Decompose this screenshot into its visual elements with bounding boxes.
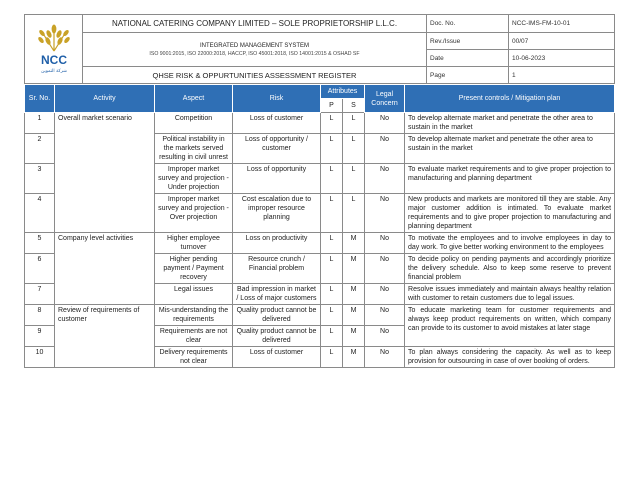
cell-control: New products and markets are monitored till they are stable. Any major customer addition is intimated. To evaluate market requirements and to give proper projection to manufacturing and planning department [405,194,615,233]
risk-register-table [24,84,615,368]
cell-aspect: Competition [155,113,233,134]
cell-legal: No [365,284,405,305]
meta-value-rev: 00/07 [509,33,615,50]
cell-s: M [343,233,365,254]
cell-p: L [321,134,343,164]
cell-aspect: Legal issues [155,284,233,305]
cell-control: To motivate the employees and to involve employees in day to day work. To give better working environment to the employees [405,233,615,254]
cell-legal: No [365,164,405,194]
cell-p: L [321,284,343,305]
col-header-aspect: Aspect [155,85,233,113]
cell-activity: Overall market scenario [55,113,155,233]
table-row [25,305,615,326]
table-header [25,85,615,113]
cell-activity: Company level activities [55,233,155,305]
cell-aspect: Delivery requirements not clear [155,347,233,368]
col-header-controls: Present controls / Mitigation plan [405,85,615,113]
svg-text:شركة التموين: شركة التموين [40,68,67,74]
meta-label-date: Date [427,50,509,67]
company-logo [25,15,83,84]
cell-aspect: Higher pending payment / Payment recovery [155,254,233,284]
cell-risk: Loss on productivity [233,233,321,254]
wheat-logo-icon [26,21,82,75]
cell-p: L [321,254,343,284]
cell-risk: Quality product cannot be delivered [233,305,321,326]
ims-block [83,33,427,67]
svg-text:NCC: NCC [40,52,67,67]
cell-legal: No [365,194,405,233]
col-header-legal: Legal Concern [365,85,405,113]
cell-p: L [321,326,343,347]
cell-legal: No [365,233,405,254]
cell-aspect: Mis-understanding the requirements [155,305,233,326]
cell-risk: Loss of customer [233,113,321,134]
cell-p: L [321,305,343,326]
col-header-p: P [321,99,343,113]
cell-sr: 4 [25,194,55,233]
meta-label-page: Page [427,67,509,84]
cell-sr: 3 [25,164,55,194]
cell-aspect: Political instability in the markets served resulting in civil unrest [155,134,233,164]
col-header-sr: Sr. No. [25,85,55,113]
cell-control: Resolve issues immediately and maintain always healthy relation with customer to retain customers due to legal issues. [405,284,615,305]
cell-s: L [343,113,365,134]
cell-risk: Resource crunch / Financial problem [233,254,321,284]
cell-sr: 6 [25,254,55,284]
cell-s: L [343,164,365,194]
meta-value-doc-no: NCC-IMS-FM-10-01 [509,15,615,33]
cell-control: To educate marketing team for customer requirements and always keep product requirements on written, which company can provide to its customer to avoid mistakes at later stage [405,305,615,347]
cell-risk: Bad impression in market / Loss of major customers [233,284,321,305]
cell-s: M [343,284,365,305]
register-title: QHSE RISK & OPPURTUNITIES ASSESSMENT REGISTER [83,67,427,84]
cell-legal: No [365,254,405,284]
meta-value-page: 1 [509,67,615,84]
cell-s: L [343,134,365,164]
cell-s: M [343,326,365,347]
cell-legal: No [365,113,405,134]
cell-s: M [343,347,365,368]
cell-risk: Loss of customer [233,347,321,368]
cell-sr: 9 [25,326,55,347]
cell-control: To evaluate market requirements and to give proper projection to manufacturing and planning department [405,164,615,194]
cell-risk: Loss of opportunity / customer [233,134,321,164]
cell-aspect: Higher employee turnover [155,233,233,254]
cell-sr: 7 [25,284,55,305]
table-body [25,113,615,368]
cell-p: L [321,233,343,254]
table-row [25,233,615,254]
table-row [25,113,615,134]
cell-activity: Review of requirements of customer [55,305,155,368]
company-name: NATIONAL CATERING COMPANY LIMITED – SOLE PROPRIETORSHIP L.L.C. [83,15,427,33]
document-header [24,14,615,84]
meta-value-date: 10-06-2023 [509,50,615,67]
col-header-s: S [343,99,365,113]
cell-sr: 1 [25,113,55,134]
col-header-attributes: Attributes [321,85,365,99]
cell-s: L [343,194,365,233]
cell-sr: 5 [25,233,55,254]
cell-control: To plan always considering the capacity. As well as to keep provision for outsourcing in case of over booking of orders. [405,347,615,368]
cell-p: L [321,347,343,368]
cell-p: L [321,113,343,134]
cell-risk: Cost escalation due to improper resource planning [233,194,321,233]
cell-control: To develop alternate market and penetrate the other area to sustain in the market [405,134,615,164]
cell-sr: 10 [25,347,55,368]
cell-sr: 2 [25,134,55,164]
ims-standards: ISO 9001:2015, ISO 22000:2018, HACCP, ISO 45001:2018, ISO 14001:2015 & OSHAD SF [149,50,360,57]
ims-title: INTEGRATED MANAGEMENT SYSTEM [199,42,310,49]
cell-risk: Quality product cannot be delivered [233,326,321,347]
cell-control: To develop alternate market and penetrate the other area to sustain in the market [405,113,615,134]
meta-label-doc-no: Doc. No. [427,15,509,33]
col-header-activity: Activity [55,85,155,113]
cell-control: To decide policy on pending payments and accordingly prioritize the delivery schedule. Also to keep some reserve to prevent financial problem [405,254,615,284]
cell-legal: No [365,134,405,164]
meta-label-rev: Rev./Issue [427,33,509,50]
cell-s: M [343,254,365,284]
cell-legal: No [365,326,405,347]
cell-aspect: Improper market survey and projection -Over projection [155,194,233,233]
cell-risk: Loss of opportunity [233,164,321,194]
cell-s: M [343,305,365,326]
cell-sr: 8 [25,305,55,326]
cell-aspect: Requirements are not clear [155,326,233,347]
cell-aspect: Improper market survey and projection - Under projection [155,164,233,194]
cell-legal: No [365,347,405,368]
cell-legal: No [365,305,405,326]
cell-p: L [321,164,343,194]
col-header-risk: Risk [233,85,321,113]
cell-p: L [321,194,343,233]
